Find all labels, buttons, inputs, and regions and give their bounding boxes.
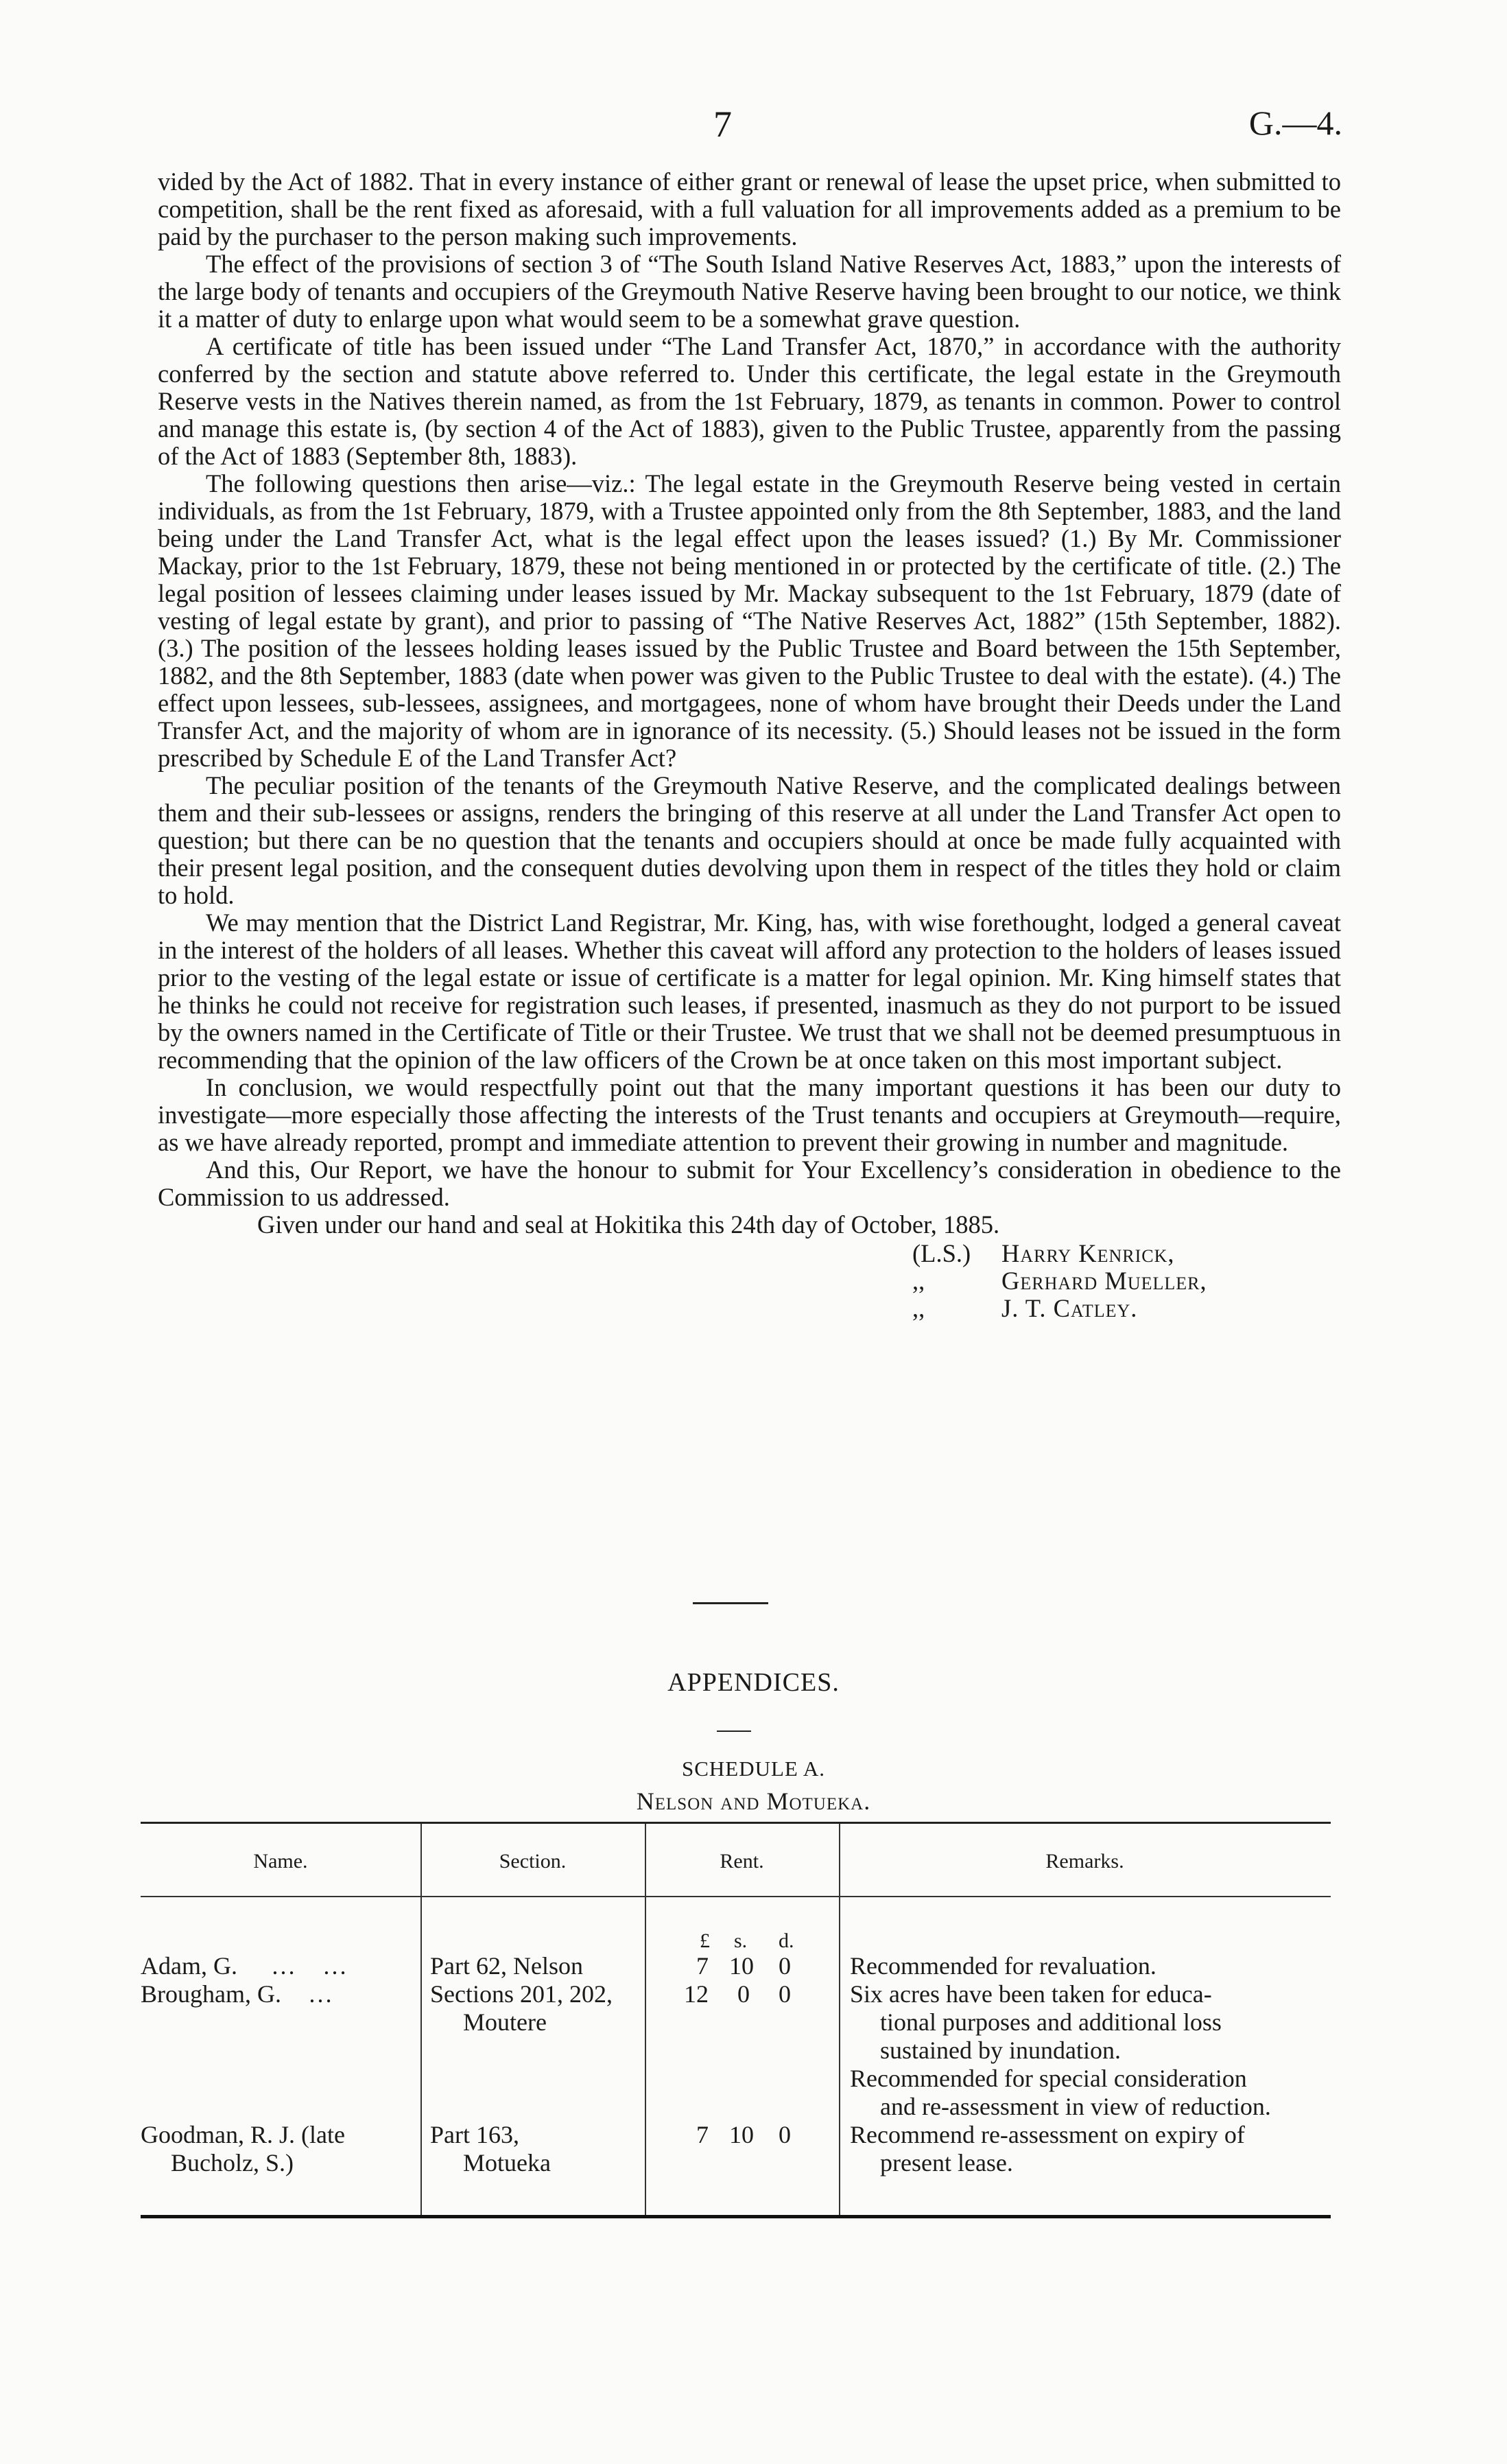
document-reference: G.—4. — [1248, 104, 1342, 142]
table-row-section: Motueka — [463, 2149, 551, 2176]
page-header — [0, 103, 1507, 158]
shillings-symbol: s. — [734, 1929, 748, 1952]
column-header-section: Section. — [499, 1850, 567, 1873]
column-header-rent: Rent. — [720, 1850, 764, 1873]
header-divider — [141, 1896, 1331, 1897]
rent-pence: 0 — [779, 1952, 791, 1980]
ditto-mark: ,, — [912, 1294, 925, 1322]
table-row-section: Moutere — [463, 2008, 547, 2036]
name-text: Brougham, G. — [141, 1980, 281, 2008]
leader-dots: … — [322, 1952, 347, 1980]
table-row-section: Sections 201, 202, — [430, 1980, 613, 2008]
heading-divider — [717, 1730, 751, 1732]
paragraph: The following questions then arise—viz.: The legal estate in the Greymouth Reserve being vested in certain individuals, as from the 1st February, 1879, with a Trustee appointed only from the 8th September, 1883, and the land being under the Land Transfer Act, what is the legal effect upon the leases issued? (1.) By Mr. Commissioner Mackay, prior to the 1st February, 1879, these not being mentioned in or protected by the certificate of title. (2.) The legal position of lessees claiming under leases issued by Mr. Mackay subsequent to the 1st February, 1879 (date of vesting of legal estate by grant), and prior to passing of “The Native Reserves Act, 1882” (15th September, 1882). (3.) The position of the lessees holding leases issued by the Public Trustee and Board between the 15th September, 1882, and the 8th September, 1883 (date when power was given to the Public Trustee to deal with the estate). (4.) The effect upon lessees, sub-lessees, assignees, and mortgagees, none of whom have brought their Deeds under the Land Transfer Act, and the majority of whom are in ignorance of its necessity. (5.) Should leases not be issued in the form prescribed by Schedule E of the Land Transfer Act? — [158, 469, 1341, 772]
table-row-remarks: and re-assessment in view of reduction. — [880, 2093, 1271, 2120]
signatory-name: Harry Kenrick, — [1001, 1239, 1175, 1267]
given-line: Given under our hand and seal at Hokitika this 24th day of October, 1885. — [257, 1210, 1000, 1239]
table-row-remarks: tional purposes and additional loss — [880, 2008, 1222, 2036]
schedule-table — [141, 1822, 1331, 2218]
pence-symbol: d. — [779, 1929, 794, 1952]
appendices-heading: APPENDICES. — [667, 1668, 840, 1697]
paragraph: A certificate of title has been issued under “The Land Transfer Act, 1870,” in accordance with the authority conferred by the section and statute above referred to. Under this certificate, the legal estate in the Greymouth Reserve vests in the Natives therein named, as from the 1st February, 1879, as tenants in common. Power to control and manage this estate is, (by section 4 of the Act of 1883), given to the Public Trustee, apparently from the passing of the Act of 1883 (September 8th, 1883). — [158, 332, 1341, 470]
table-row-remarks: Six acres have been taken for educa- — [850, 1980, 1212, 2008]
signatory-name: Gerhard Mueller, — [1001, 1267, 1207, 1295]
table-row-remarks: Recommended for special consideration — [850, 2065, 1247, 2092]
rent-shillings: 0 — [737, 1980, 750, 2008]
section-divider — [693, 1602, 768, 1604]
paragraph: The effect of the provisions of section 3 of “The South Island Native Reserves Act, 1883,” upon the interests of the large body of tenants and occupiers of the Greymouth Native Reserve having been brought to our notice, we think it a matter of duty to enlarge upon what would seem to be a somewhat grave question. — [158, 250, 1341, 333]
column-divider — [645, 1824, 646, 2215]
seal-mark: (L.S.) — [912, 1239, 971, 1267]
table-row-name: Bucholz, S.) — [171, 2149, 294, 2176]
signature-block — [912, 1240, 1341, 1322]
column-header-remarks: Remarks. — [1045, 1850, 1124, 1873]
rent-shillings: 10 — [729, 2121, 754, 2148]
paragraph: In conclusion, we would respectfully point out that the many important questions it has been our duty to investigate—more especially those affecting the interests of the Trust tenants and occupiers at Greymouth—require, as we have already reported, prompt and immediate attention to prevent their growing in number and magnitude. — [158, 1073, 1341, 1156]
table-row-section: Part 163, — [430, 2121, 519, 2148]
paragraph: We may mention that the District Land Registrar, Mr. King, has, with wise forethought, lodged a general caveat in the interest of the holders of all leases. Whether this caveat will afford any protection to the holders of leases issued prior to the vesting of the legal estate or issue of certificate is a matter for legal opinion. Mr. King himself states that he thinks he could not receive for registration such leases, if presented, inasmuch as they do not purport to be issued by the owners named in the Certificate of Title or their Trustee. We trust that we shall not be deemed presumptuous in recommending that the opinion of the law officers of the Crown be at once taken on this most important subject. — [158, 908, 1341, 1074]
rent-pounds: 7 — [696, 2121, 709, 2148]
schedule-heading: SCHEDULE A. — [681, 1757, 826, 1781]
table-row-name: Goodman, R. J. (late — [141, 2121, 345, 2148]
column-header-name: Name. — [253, 1850, 308, 1873]
signature-line — [912, 1295, 1341, 1322]
rent-pounds: 12 — [684, 1980, 709, 2008]
table-row-remarks: Recommend re-assessment on expiry of — [850, 2121, 1245, 2148]
table-row-name — [141, 1952, 347, 1980]
table-row-name — [141, 1980, 333, 2008]
pounds-symbol: £ — [700, 1929, 710, 1952]
table-row-section: Part 62, Nelson — [430, 1952, 583, 1980]
page-number: 7 — [713, 104, 732, 145]
table-row-remarks: Recommended for revaluation. — [850, 1952, 1156, 1980]
paragraph: The peculiar position of the tenants of the Greymouth Native Reserve, and the complicated dealings between them and their sub-lessees or assigns, renders the bringing of this reserve at all under the Land Transfer Act open to question; but there can be no question that the tenants and occupiers should at once be made fully acquainted with their present legal position, and the consequent duties devolving upon them in respect of the titles they hold or claim to hold. — [158, 771, 1341, 909]
rent-shillings: 10 — [729, 1952, 754, 1980]
rent-pence: 0 — [779, 1980, 791, 2008]
signature-line — [912, 1267, 1341, 1295]
column-divider — [420, 1824, 422, 2215]
signatory-name: J. T. Catley. — [1001, 1294, 1138, 1322]
paragraph: And this, Our Report, we have the honour to submit for Your Excellency’s consideration in obedience to the Commission to us addressed. — [158, 1155, 1341, 1211]
leader-dots: … — [270, 1952, 296, 1980]
report-body — [158, 168, 1341, 1322]
column-divider — [839, 1824, 840, 2215]
signature-line — [912, 1240, 1341, 1267]
table-row-remarks: sustained by inundation. — [880, 2037, 1121, 2064]
schedule-subheading: Nelson and Motueka. — [636, 1787, 871, 1815]
leader-dots: … — [307, 1980, 333, 2008]
ditto-mark: ,, — [912, 1267, 925, 1295]
table-row-remarks: present lease. — [880, 2149, 1013, 2176]
paragraph: vided by the Act of 1882. That in every instance of either grant or renewal of lease the upset price, when submitted to competition, shall be the rent fixed as aforesaid, with a full valuation for all improvements added as a premium to be paid by the purchaser to the person making such improvements. — [158, 167, 1341, 250]
rent-pounds: 7 — [696, 1952, 709, 1980]
rent-pence: 0 — [779, 2121, 791, 2148]
name-text: Adam, G. — [141, 1952, 237, 1980]
